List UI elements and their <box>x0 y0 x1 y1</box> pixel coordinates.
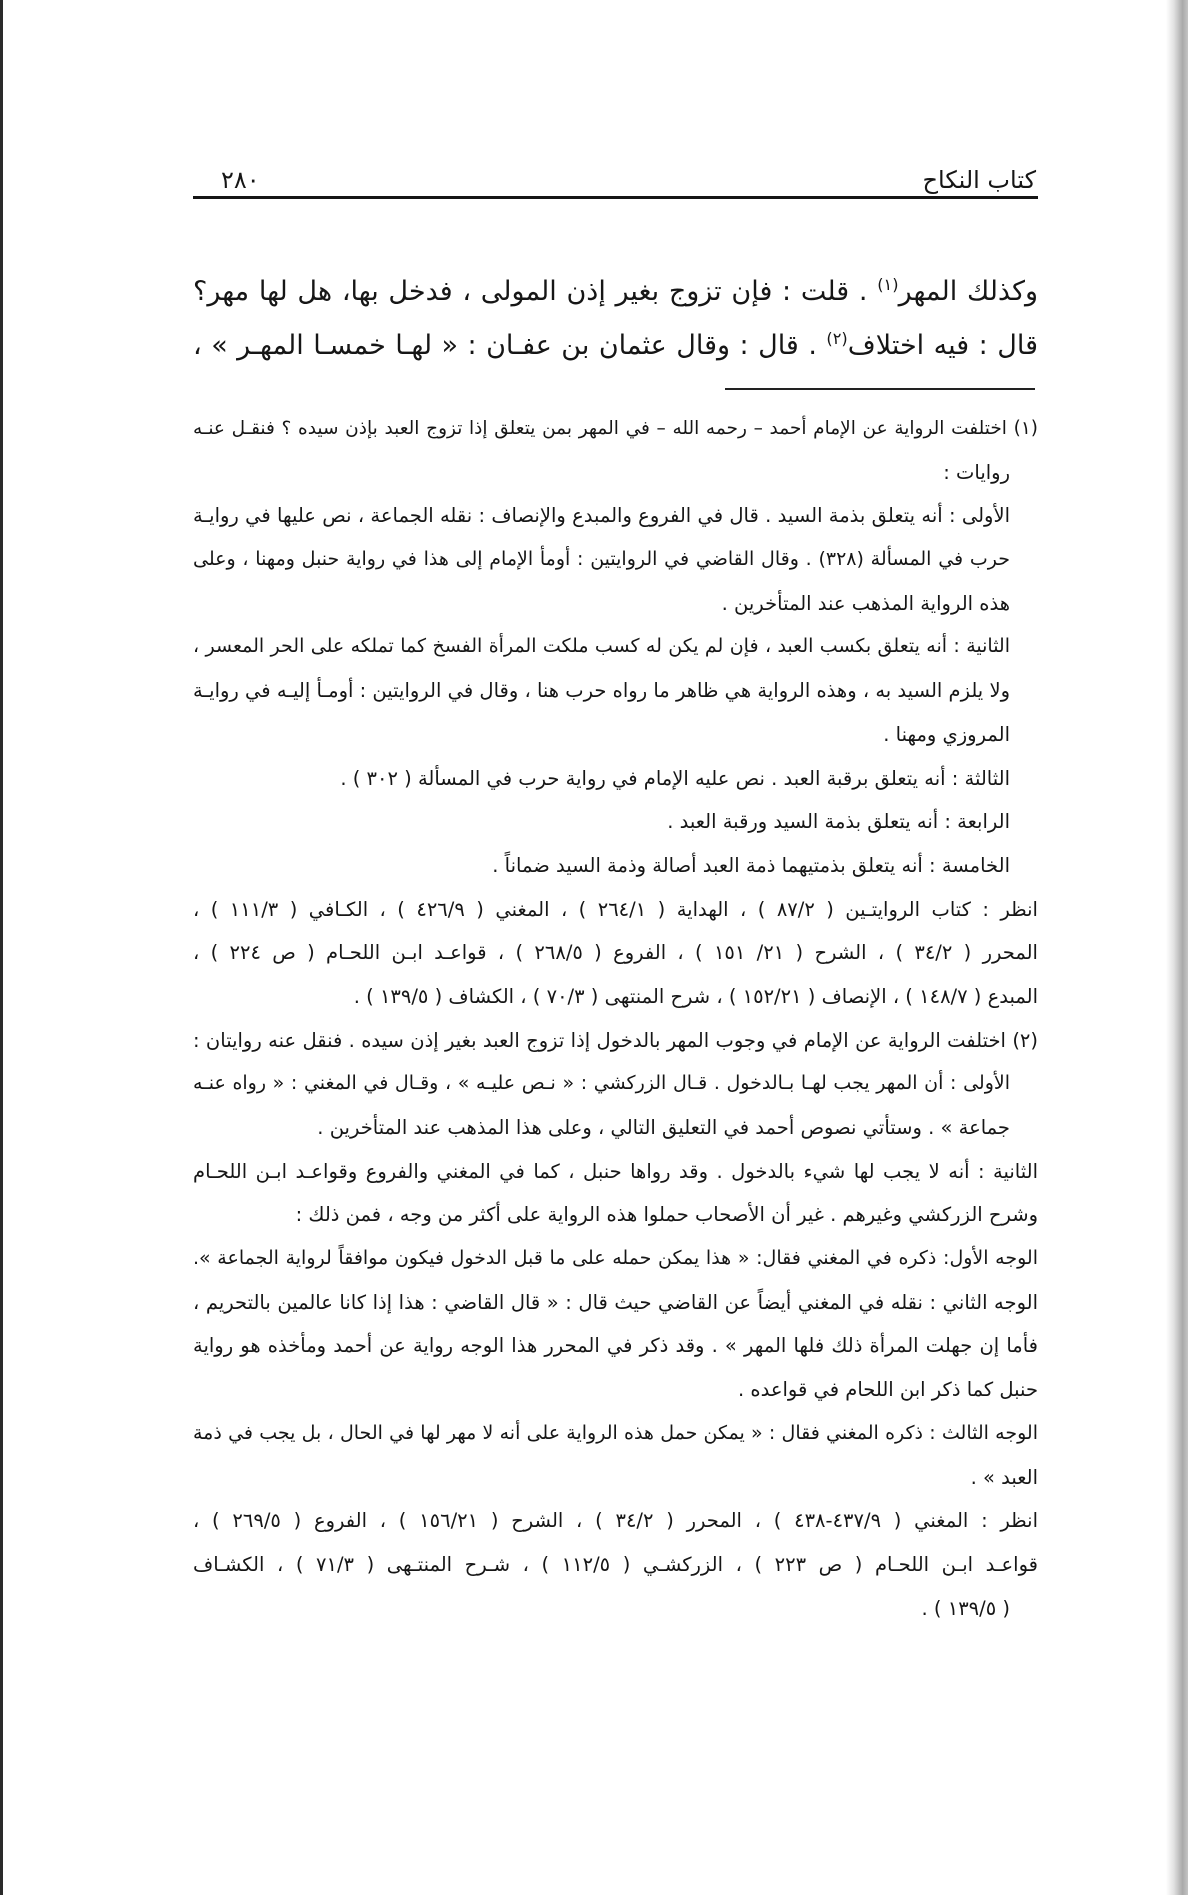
footnote-number: (٢) <box>1012 1028 1038 1052</box>
running-header-title: كتاب النكاح <box>922 166 1036 194</box>
main-text-segment: . قلت : فإن تزوج بغير إذن المولى ، فدخل بها، هل لها مهر؟ <box>193 276 878 307</box>
footnote-line: انظر : المغني ( ٤٣٧/٩-٤٣٨ ) ، المحرر ( ٣٤/٢ ) ، الشرح ( ١٥٦/٢١ ) ، الفروع ( ٢٦٩/٥ ) ، <box>193 1509 1038 1533</box>
footnote-line: الأولى : أن المهر يجب لهـا بـالدخول . قـال الزركشي : « نـص عليـه » ، وقـال في المغني : « رواه عنـه <box>193 1072 1010 1095</box>
footnote-line: ولا يلزم السيد به ، وهذه الرواية هي ظاهر ما رواه حرب هنا ، وقال في الروايتين : أومـأ إليـه في روايـة <box>193 679 1010 703</box>
footnote-ref: (١) <box>877 275 899 294</box>
header-rule <box>193 196 1038 199</box>
footnote-line: الثانية : أنه يتعلق بكسب العبد ، فإن لم يكن له كسب ملكت المرأة الفسخ كما تملكه على الحر المعسر ، <box>193 635 1010 658</box>
scan-left-edge <box>0 0 3 1895</box>
footnote-line: المحرر ( ٣٤/٢ ) ، الشرح ( ٢١/ ١٥١ ) ، الفروع ( ٢٦٨/٥ ) ، قواعـد ابـن اللحـام ( ص ٢٢٤ ) ، <box>193 941 1038 965</box>
footnote-line: الوجه الثاني : نقله في المغني أيضاً عن القاضي حيث قال : « قال القاضي : هذا إذا كانا عالمين بالتحريم ، <box>193 1290 1038 1314</box>
main-text-line <box>193 319 1038 373</box>
footnote-line <box>193 407 1038 451</box>
footnote-line: الوجه الأول: ذكره في المغني فقال: « هذا يمكن حمله على ما قبل الدخول فيكون موافقاً لرواية الجماعة ». <box>193 1247 1038 1270</box>
main-text <box>193 265 1038 373</box>
main-text-line <box>193 265 1038 319</box>
footnote-line: الوجه الثالث : ذكره المغني فقال : « يمكن حمل هذه الرواية على أنه لا مهر لها في الحال ، بل يجب في ذمة <box>193 1421 1038 1444</box>
footnote-text: اختلفت الرواية عن الإمام أحمد – رحمه الله – في المهر بمن يتعلق إذا تزوج العبد بإذن سيده ؟ فنقـل عنـه <box>193 418 1007 439</box>
footnote-line: روايات : <box>943 460 1010 484</box>
footnote-line <box>193 1019 1038 1063</box>
footnote-line: هذه الرواية المذهب عند المتأخرين . <box>721 591 1010 615</box>
footnote-line: قواعـد ابـن اللحـام ( ص ٢٢٣ ) ، الزركشـي ( ١١٢/٥ ) ، شـرح المنتـهى ( ٧١/٣ ) ، الكشـاف <box>193 1552 1038 1576</box>
footnote-text: اختلفت الرواية عن الإمام في وجوب المهر بالدخول إذا تزوج العبد بغير إذن سيده . فنقل عنه روايتان : <box>193 1028 1006 1052</box>
footnote-line: ( ١٣٩/٥ ) . <box>921 1596 1010 1620</box>
footnote-line: جماعة » . وستأتي نصوص أحمد في التعليق التالي ، وعلى هذا المذهب عند المتأخرين . <box>317 1116 1010 1139</box>
footnote-ref: (٢) <box>826 329 848 348</box>
scan-right-shadow <box>1166 0 1188 1895</box>
footnote-line: حرب في المسألة (٣٢٨) . وقال القاضي في الروايتين : أومأ الإمام إلى هذا في رواية حنبل ومهنا ، وعلى <box>193 548 1010 571</box>
footnote-line: انظر : كتاب الروايتـين ( ٨٧/٢ ) ، الهداية ( ٢٦٤/١ ) ، المغني ( ٤٢٦/٩ ) ، الكـافي ( ١١١/٣ ) ، <box>193 897 1038 921</box>
footnote-line: المبدع ( ١٤٨/٧ ) ، الإنصاف ( ١٥٢/٢١ ) ، شرح المنتهى ( ٧٠/٣ ) ، الكشاف ( ١٣٩/٥ ) . <box>353 984 1038 1008</box>
footnote-line: وشرح الزركشي وغيرهم . غير أن الأصحاب حملوا هذه الرواية على أكثر من وجه ، فمن ذلك : <box>295 1203 1038 1227</box>
footnote-line: الأولى : أنه يتعلق بذمة السيد . قال في الفروع والمبدع والإنصاف : نقله الجماعة ، نص عليها في روايـة <box>193 504 1010 528</box>
footnote-line: الثالثة : أنه يتعلق برقبة العبد . نص عليه الإمام في رواية حرب في المسألة ( ٣٠٢ ) . <box>340 766 1010 790</box>
footnote-line: الخامسة : أنه يتعلق بذمتيهما ذمة العبد أصالة وذمة السيد ضماناً . <box>492 853 1010 877</box>
main-text-segment: وكذلك المهر <box>898 276 1038 307</box>
main-text-segment: قال : فيه اختلاف <box>847 330 1038 361</box>
footnote-line: الثانية : أنه لا يجب لها شيء بالدخول . وقد رواها حنبل ، كما في المغني والفروع وقواعـد ابـن اللحـام <box>193 1159 1038 1183</box>
footnote-line: الرابعة : أنه يتعلق بذمة السيد ورقبة العبد . <box>667 810 1010 834</box>
footnotes <box>193 407 1038 1630</box>
footnote-separator <box>725 388 1035 390</box>
footnote-number: (١) <box>1013 418 1038 439</box>
page-number: ٢٨٠ <box>221 166 260 194</box>
footnote-line: فأما إن جهلت المرأة ذلك فلها المهر » . وقد ذكر في المحرر هذا الوجه رواية عن أحمد ومأخذه هو رواية <box>193 1334 1038 1358</box>
footnote-line: العبد » . <box>970 1465 1038 1489</box>
footnote-line: المروزي ومهنا . <box>883 722 1010 746</box>
footnote-line: حنبل كما ذكر ابن اللحام في قواعده . <box>738 1378 1038 1402</box>
main-text-segment: . قال : وقال عثمان بن عفـان : « لهـا خمسـا المهـر » ، <box>193 330 827 361</box>
